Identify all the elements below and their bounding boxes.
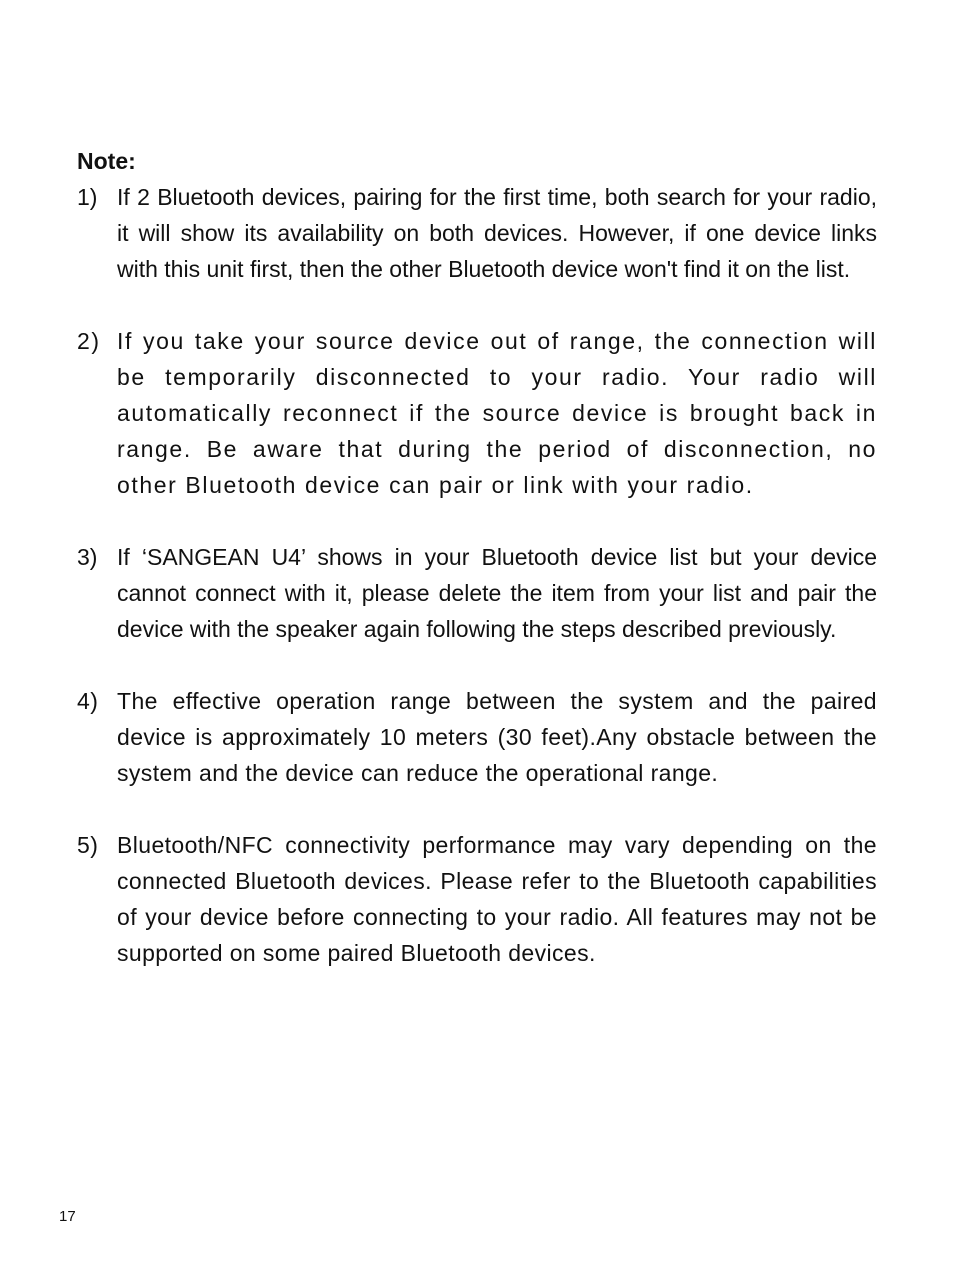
note-text: If you take your source device out of range, the connection will be temporarily disconnected to your radio. Your radio will automatically reconnect if the source device is brought back in range. Be aware that during the period of disconnection, no other Bluetooth device can pair or link with your radio. [117,328,877,498]
note-number: 3) [77,544,98,570]
note-item-1 [77,179,877,287]
note-text: The effective operation range between the system and the paired device is approximately 10 meters (30 feet).Any obstacle between the system and the device can reduce the operational range. [117,688,877,786]
note-text: If ‘SANGEAN U4’ shows in your Bluetooth device list but your device cannot connect with it, please delete the item from your list and pair the device with the speaker again following the steps described previously. [117,544,877,642]
note-number: 2) [77,328,101,354]
note-heading: Note: [77,148,136,174]
note-number: 5) [77,832,99,858]
note-item-4 [77,683,877,791]
note-text: If 2 Bluetooth devices, pairing for the first time, both search for your radio, it will show its availability on both devices. However, if one device links with this unit first, then the other Bluetooth device won't find it on the list. [117,184,877,282]
page-number: 17 [59,1208,76,1225]
note-text: Bluetooth/NFC connectivity performance may vary depending on the connected Bluetooth devices. Please refer to the Bluetooth capabilities of your device before connecting to your radio. All features may not be supported on some paired Bluetooth devices. [117,832,877,966]
note-item-2 [77,323,877,503]
note-number: 1) [77,184,98,210]
note-number: 4) [77,688,99,714]
note-item-5 [77,827,877,971]
notes-list [77,179,877,971]
note-item-3 [77,539,877,647]
